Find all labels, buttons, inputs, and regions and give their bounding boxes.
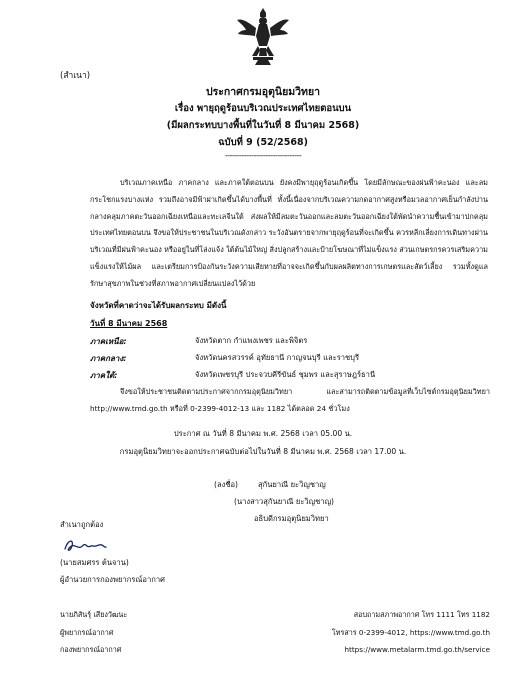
certified-name: (นายสมศรร ต้นจาน) [60, 558, 129, 567]
signature-block [214, 476, 404, 527]
handwritten-signature-icon [62, 537, 108, 555]
footer-contact-fax[interactable]: โทรสาร 0-2399-4012, https://www.tmd.go.th [331, 628, 490, 637]
region-label-south: ภาคใต้: [90, 371, 118, 380]
signer-position: อธิบดีกรมอุตุนิยมวิทยา [254, 514, 329, 523]
region-label-central: ภาคกลาง: [90, 354, 127, 363]
signer-full-name: (นางสาวสุกันยาณี ยะวิญชาญ) [234, 497, 334, 506]
footer-service-link[interactable]: https://www.metalarm.tmd.go.th/service [344, 645, 490, 654]
region-provinces-south: จังหวัดเพชรบุรี ประจวบคีรีขันธ์ ชุมพร และสุราษฎร์ธานี [195, 370, 376, 379]
region-provinces-north: จังหวัดตาก กำแพงเพชร และพิจิตร [195, 336, 308, 345]
footer-left-line: กองพยากรณ์อากาศ [60, 645, 122, 654]
certified-label: สำเนาถูกต้อง [60, 520, 104, 529]
region-provinces-central: จังหวัดนครสวรรค์ อุทัยธานี กาญจนบุรี และราชบุรี [195, 353, 360, 362]
garuda-emblem-icon [236, 6, 290, 66]
footer-contact-phone: สอบถามสภาพอากาศ โทร 1111 โทร 1182 [353, 610, 490, 619]
announcement-title: ประกาศกรมอุตุนิยมวิทยา [205, 86, 321, 98]
affected-heading: จังหวัดที่คาดว่าจะได้รับผลกระทบ มีดังนี้ [90, 301, 227, 310]
next-announcement: กรมอุตุนิยมวิทยาจะออกประกาศฉบับต่อไปในวันที่ 8 มีนาคม พ.ศ. 2568 เวลา 17.00 น. [119, 447, 407, 456]
announcement-effect: (มีผลกระทบบางพื้นที่ในวันที่ 8 มีนาคม 2568) [166, 120, 360, 131]
announcement-issue: ฉบับที่ 9 (52/2568) [218, 137, 308, 148]
region-label-north: ภาคเหนือ: [90, 337, 127, 346]
footer-left-line: ผู้พยากรณ์อากาศ [60, 628, 114, 637]
follow-up-paragraph: จึงขอให้ประชาชนติดตามประกาศจากกรมอุตุนิยมวิทยา และสามารถติดตามข้อมูลที่เว็บไซต์กรมอุตุนิยมวิทยา http://www.tmd.go.th หรือที่ 0-2399-4012-13 และ 1182 ได้ตลอด 24 ชั่วโมง [90, 387, 490, 413]
affected-date: วันที่ 8 มีนาคม 2568 [90, 319, 168, 328]
main-paragraph: บริเวณภาคเหนือ ภาคกลาง และภาคใต้ตอนบน ยังคงมีพายุฤดูร้อนเกิดขึ้น โดยมีลักษณะของฝนฟ้าคะนอง และลมกระโชกแรงบางแห่ง รวมถึงอาจมีฟ้าผ่าเกิดขึ้นได้บางพื้นที่ ทั้งนี้เนื่องจากบริเวณความกดอากาศสูงหรือมวลอากาศเย็นกำลังปานกลางคลุมภาคตะวันออกเฉียงเหนือและทะเลจีนใต้ ส่งผลให้มีลมตะวันออกและลมตะวันออกเฉียงใต้พัดนำความชื้นเข้ามาปกคลุมประเทศไทยตอนบน จึงขอให้ประชาชนในบริเวณดังกล่าว ระวังอันตรายจากพายุฤดูร้อนที่จะเกิดขึ้น ควรหลีกเลี่ยงการเดินทางผ่านบริเวณที่มีฝนฟ้าคะนอง หรืออยู่ในที่โล่งแจ้ง ใต้ต้นไม้ใหญ่ สิ่งปลูกสร้างและป้ายโฆษณาที่ไม่แข็งแรง ส่วนเกษตรกรควรเสริมความแข็งแรงให้ไม้ผล และเตรียมการป้องกันระวังความเสียหายที่อาจจะเกิดขึ้นกับผลผลิตทางการเกษตรและสัตว์เลี้ยง รวมทั้งดูแลรักษาสุขภาพในช่วงที่สภาพอากาศเปลี่ยนแปลงไว้ด้วย [90, 178, 488, 288]
announcement-subject: เรื่อง พายุฤดูร้อนบริเวณประเทศไทยตอนบน [174, 103, 352, 114]
footer-left-line: นายภิสันรุ์ เสียงวัฒนะ [60, 610, 128, 619]
copy-label: (สำเนา) [60, 71, 91, 81]
signed-name: สุกันยาณี ยะวิญชาญ [258, 480, 326, 489]
signed-label: (ลงชื่อ) [214, 480, 239, 489]
title-divider: -------------------------------- [224, 151, 302, 160]
certified-position: ผู้อำนวยการกองพยากรณ์อากาศ [60, 575, 165, 584]
announce-datetime: ประกาศ ณ วันที่ 8 มีนาคม พ.ศ. 2568 เวลา 05.00 น. [173, 429, 353, 438]
